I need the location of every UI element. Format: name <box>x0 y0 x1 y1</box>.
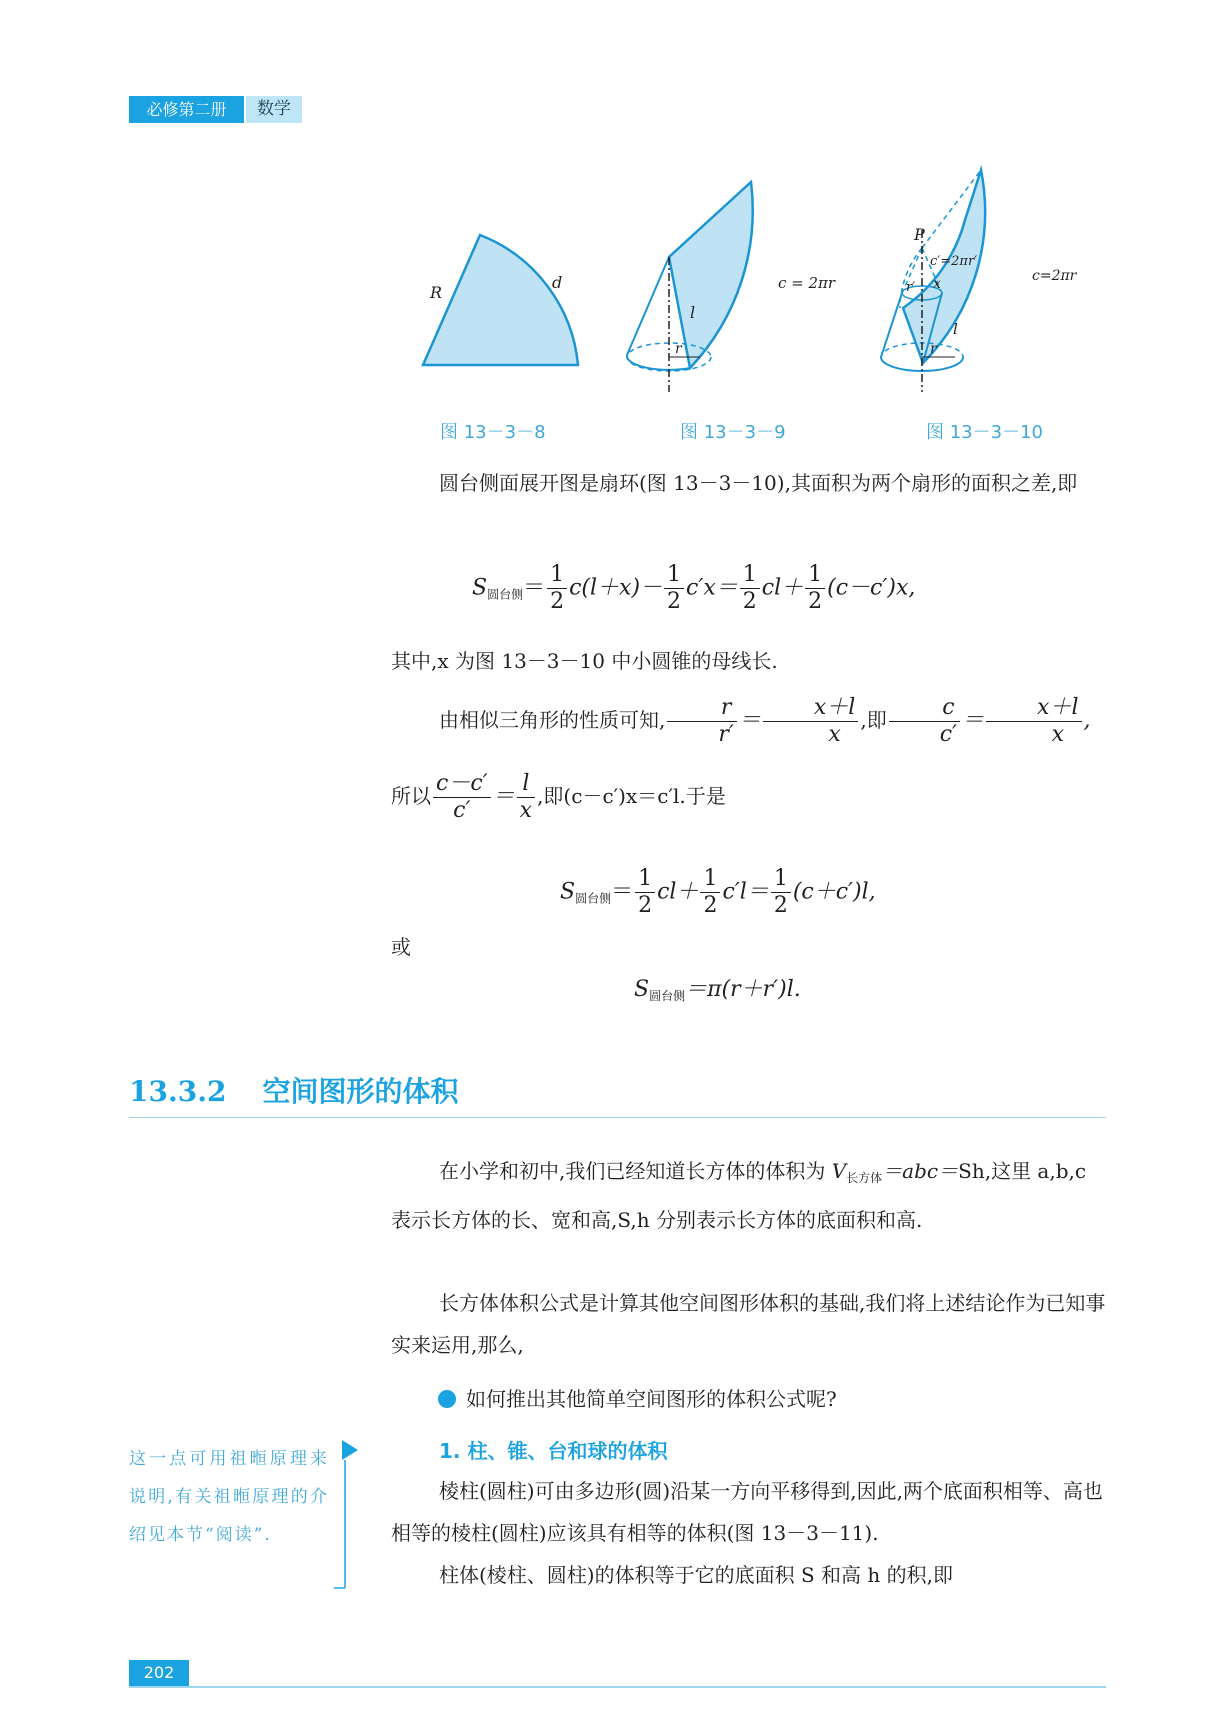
footer-divider <box>129 1686 1106 1688</box>
fig1-label-d: d <box>552 273 563 292</box>
figure-sector <box>423 235 578 365</box>
figure-caption-2: 图 13－3－9 <box>680 422 786 443</box>
fig3-label-P: P <box>914 225 925 244</box>
fig2-label-c: c = 2πr <box>778 274 836 292</box>
question-bullet: 如何推出其他简单空间图形的体积公式呢? <box>438 1378 1153 1420</box>
fig3-label-c-prime: c′=2πr′ <box>930 254 978 269</box>
section-title: 13.3.2 空间图形的体积 <box>129 1075 459 1108</box>
side-note: 这一点可用祖暅原理来说明,有关祖暅原理的介绍见本节“阅读”. <box>129 1449 329 1545</box>
fig2-label-r: r <box>675 341 682 357</box>
paragraph-7: 长方体体积公式是计算其他空间图形体积的基础,我们将上述结论作为已知事实来运用,那么, <box>391 1291 1106 1357</box>
book-label: 必修第二册 <box>129 96 244 123</box>
fig3-label-l: l <box>953 320 958 338</box>
fig3-label-x: x <box>933 276 941 292</box>
paragraph-2: 其中,x 为图 13－3－10 中小圆锥的母线长. <box>391 649 778 673</box>
figure-cone <box>627 182 836 392</box>
fig3-label-r-prime: r′ <box>906 280 916 295</box>
paragraph-8: 棱柱(圆柱)可由多边形(圆)沿某一方向平移得到,因此,两个底面积相等、高也相等的棱柱(圆柱)应该具有相等的体积(图 13－3－11). <box>391 1479 1103 1545</box>
paragraph-or: 或 <box>391 935 411 959</box>
equation-4: $S_{圆台侧}=\pi(r+r')l$. <box>634 977 801 1003</box>
paragraph-4: 所以 $\frac{c-c'}{c'}$ ＝ $\frac{l}{x}$ ,即(c－c′)x＝c′l.于是 <box>391 770 726 823</box>
paragraph-1: 圆台侧面展开图是扇环(图 13－3－10),其面积为两个扇形的面积之差,即 <box>439 471 1078 495</box>
figures-svg <box>400 160 1120 410</box>
figure-caption-1: 图 13－3－8 <box>440 422 546 443</box>
section-divider <box>129 1117 1106 1118</box>
bullet-dot-icon <box>438 1390 456 1408</box>
fig3-label-r: r <box>930 341 937 357</box>
sub-heading: 1. 柱、锥、台和球的体积 <box>439 1439 668 1463</box>
subject-label: 数学 <box>246 96 302 123</box>
fig2-label-l: l <box>690 303 696 322</box>
paragraph-9: 柱体(棱柱、圆柱)的体积等于它的底面积 S 和高 h 的积,即 <box>439 1563 953 1587</box>
fig3-label-c: c=2πr <box>1032 268 1077 284</box>
paragraph-6: 在小学和初中,我们已经知道长方体的体积为 $V_{长方体}=abc=Sh$,这里 a,b,c 表示长方体的长、宽和高,S,h 分别表示长方体的底面积和高. <box>391 1159 1087 1232</box>
page-number: 202 <box>129 1660 189 1686</box>
fig1-label-R: R <box>430 283 443 302</box>
equation-3: $S_{圆台侧}=$ $\frac{1}{2}$ cl＋ $\frac{1}{2}$ c′l＝ $\frac{1}{2}$ (c＋c′)l, <box>560 866 876 918</box>
figure-frustum <box>881 170 1078 392</box>
paragraph-3: 由相似三角形的性质可知, $\frac{r}{r'}$ ＝ $\frac{x+l}{x}$ ,即 $\frac{c}{c'}$ ＝ $\frac{x+l}{x}$ , <box>439 694 1091 747</box>
side-note-bracket-icon <box>334 1438 364 1598</box>
figure-caption-3: 图 13－3－10 <box>926 422 1043 443</box>
equation-1: $S_{圆台侧}=$ $\frac{1}{2}$ c(l＋x)－ $\frac{1}{2}$ c′x＝ $\frac{1}{2}$ cl＋ $\frac{1}{2}$ (c－c′)x, <box>472 562 916 614</box>
